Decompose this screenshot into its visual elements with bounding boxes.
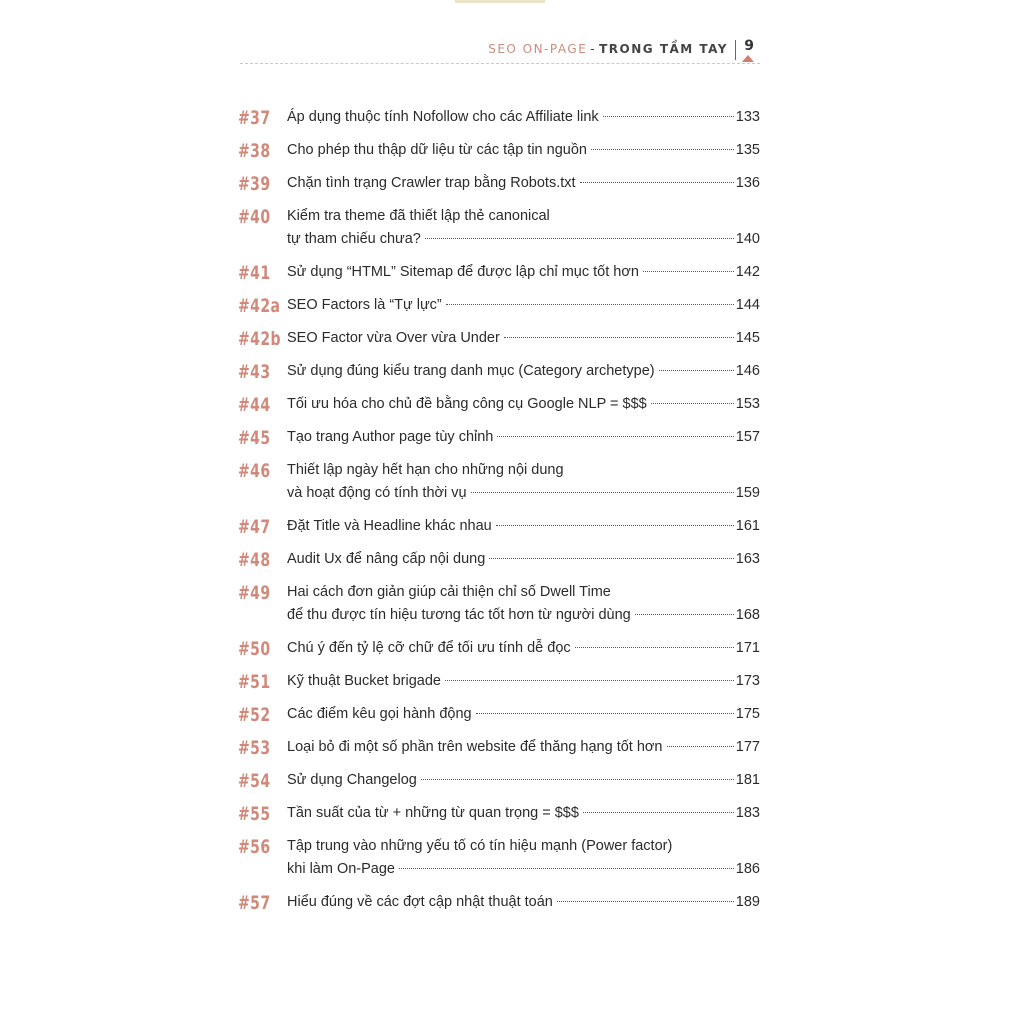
toc-entry-body (287, 736, 760, 759)
toc-entry-page: 135 (735, 142, 760, 158)
toc-entry-title: và hoạt động có tính thời vụ (287, 485, 467, 501)
toc-entry (238, 835, 760, 881)
toc-entry-page: 189 (735, 894, 760, 910)
toc-entry-page: 142 (735, 264, 760, 280)
toc-entry-number: #52 (238, 704, 271, 726)
toc-entry-number: #50 (238, 638, 271, 660)
toc-entry-body (287, 515, 760, 538)
page-number: 9 (744, 38, 754, 54)
toc-entry-title: Đặt Title và Headline khác nhau (287, 518, 492, 534)
toc-entry-page: 133 (735, 109, 760, 125)
toc-entry-body (287, 703, 760, 726)
toc-entry-title-line: Thiết lập ngày hết hạn cho những nội dung (287, 462, 564, 478)
toc-entry-body (287, 670, 760, 693)
dot-leader (471, 492, 734, 493)
toc-entry-page: 145 (735, 330, 760, 346)
toc-entry-body (287, 426, 760, 449)
running-head (488, 42, 728, 56)
toc-entry-page: 168 (735, 607, 760, 623)
toc-entry-number: #51 (238, 671, 271, 693)
toc-entry-number: #43 (238, 361, 271, 383)
toc-entry-leader-line (287, 261, 760, 284)
dot-leader (446, 304, 734, 305)
toc-entry-page: 140 (735, 231, 760, 247)
toc-entry-leader-line (287, 172, 760, 195)
toc-entry-leader-line (287, 515, 760, 538)
toc-entry (238, 106, 760, 129)
toc-entry-title: để thu được tín hiệu tương tác tốt hơn từ người dùng (287, 607, 631, 623)
toc-entry-number: #41 (238, 262, 271, 284)
running-head-subtitle: TRONG TẦM TAY (599, 42, 728, 56)
toc-entry-number: #42a (238, 295, 281, 317)
toc-entry-title: Kỹ thuật Bucket brigade (287, 673, 441, 689)
toc-entry-body (287, 205, 760, 251)
toc-entry-number: #53 (238, 737, 271, 759)
toc-entry-title: Cho phép thu thập dữ liệu từ các tập tin nguồn (287, 142, 587, 158)
toc-entry-title: Tần suất của từ + những từ quan trọng = $$$ (287, 805, 579, 821)
toc-entry-body (287, 172, 760, 195)
toc-entry (238, 393, 760, 416)
toc-entry-number: #39 (238, 173, 271, 195)
dot-leader (603, 116, 734, 117)
header-divider (735, 40, 736, 60)
toc-entry-title: SEO Factor vừa Over vừa Under (287, 330, 500, 346)
toc-entry-number: #57 (238, 892, 271, 914)
header-rule (240, 63, 760, 64)
toc-entry-page: 183 (735, 805, 760, 821)
dot-leader (399, 868, 734, 869)
toc-entry-leader-line (287, 670, 760, 693)
top-edge-tab (455, 0, 545, 3)
toc-entry-title-line: Hai cách đơn giản giúp cải thiện chỉ số Dwell Time (287, 584, 611, 600)
toc-entry-title: Chặn tình trạng Crawler trap bằng Robots.txt (287, 175, 576, 191)
toc-entry-number: #46 (238, 460, 271, 482)
toc-entry-leader-line (287, 637, 760, 660)
toc-entry-number: #48 (238, 549, 271, 571)
toc-entry-leader-line (287, 426, 760, 449)
page-header (240, 38, 760, 68)
toc-entry-title: Chú ý đến tỷ lệ cỡ chữ để tối ưu tính dễ đọc (287, 640, 571, 656)
toc-entry-page: 153 (735, 396, 760, 412)
toc-entry (238, 802, 760, 825)
toc-entry-title-line: Tập trung vào những yếu tố có tín hiệu mạnh (Power factor) (287, 838, 673, 854)
toc-entry-body (287, 637, 760, 660)
dot-leader (643, 271, 734, 272)
toc-entry (238, 637, 760, 660)
dot-leader (591, 149, 734, 150)
toc-entry (238, 736, 760, 759)
toc-entry-body (287, 139, 760, 162)
toc-entry-body (287, 294, 760, 317)
toc-entry-leader-line (287, 482, 760, 505)
dot-leader (497, 436, 733, 437)
toc-entry-page: 177 (735, 739, 760, 755)
toc-entry-page: 186 (735, 861, 760, 877)
toc-entry-title: Các điểm kêu gọi hành động (287, 706, 472, 722)
toc-entry (238, 426, 760, 449)
toc-entry (238, 261, 760, 284)
running-head-separator: - (590, 42, 597, 56)
toc-entry-body (287, 327, 760, 350)
toc-entry-body (287, 459, 760, 505)
toc-entry-leader-line (287, 228, 760, 251)
dot-leader (667, 746, 734, 747)
toc-entry (238, 548, 760, 571)
toc-entry-title: Tối ưu hóa cho chủ đề bằng công cụ Google NLP = $$$ (287, 396, 647, 412)
toc-entry-body (287, 802, 760, 825)
toc-entry-number: #55 (238, 803, 271, 825)
toc-entry-page: 171 (735, 640, 760, 656)
dot-leader (557, 901, 734, 902)
toc-entry-number: #42b (238, 328, 281, 350)
toc-entry-page: 146 (735, 363, 760, 379)
toc-entry-leader-line (287, 769, 760, 792)
toc-entry (238, 670, 760, 693)
toc-entry (238, 769, 760, 792)
toc-entry-body (287, 835, 760, 881)
toc-entry-number: #38 (238, 140, 271, 162)
toc-entry-leader-line (287, 139, 760, 162)
toc-entry-page: 175 (735, 706, 760, 722)
running-head-seo: SEO ON-PAGE (488, 42, 588, 56)
toc-entry (238, 360, 760, 383)
toc-entry-leader-line (287, 360, 760, 383)
toc-entry-title: Audit Ux để nâng cấp nội dung (287, 551, 486, 567)
dot-leader (575, 647, 734, 648)
toc-entry-page: 157 (735, 429, 760, 445)
table-of-contents (238, 106, 760, 924)
toc-entry-number: #54 (238, 770, 271, 792)
toc-entry (238, 703, 760, 726)
toc-entry-number: #44 (238, 394, 271, 416)
toc-entry-number: #45 (238, 427, 271, 449)
toc-entry-leader-line (287, 858, 760, 881)
toc-entry-page: 144 (735, 297, 760, 313)
toc-entry-title: Tạo trang Author page tùy chỉnh (287, 429, 494, 445)
toc-entry-page: 173 (735, 673, 760, 689)
toc-entry-page: 161 (735, 518, 760, 534)
toc-entry-body (287, 261, 760, 284)
toc-entry-leader-line (287, 294, 760, 317)
dot-leader (659, 370, 734, 371)
toc-entry (238, 294, 760, 317)
dot-leader (476, 713, 734, 714)
toc-entry-body (287, 548, 760, 571)
toc-entry-page: 181 (735, 772, 760, 788)
toc-entry-body (287, 769, 760, 792)
dot-leader (651, 403, 734, 404)
toc-entry-title: Sử dụng “HTML” Sitemap để được lập chỉ mục tốt hơn (287, 264, 639, 280)
dot-leader (489, 558, 733, 559)
toc-entry (238, 891, 760, 914)
toc-entry-number: #47 (238, 516, 271, 538)
toc-entry-title: khi làm On-Page (287, 861, 395, 877)
toc-entry-number: #40 (238, 206, 271, 228)
toc-entry-title: Áp dụng thuộc tính Nofollow cho các Affiliate link (287, 109, 599, 125)
toc-entry-leader-line (287, 703, 760, 726)
dot-leader (635, 614, 734, 615)
toc-entry-title: SEO Factors là “Tự lực” (287, 297, 442, 313)
toc-entry-number: #49 (238, 582, 271, 604)
toc-entry-title: Sử dụng Changelog (287, 772, 417, 788)
toc-entry (238, 581, 760, 627)
dot-leader (496, 525, 734, 526)
dot-leader (580, 182, 734, 183)
toc-entry-title: tự tham chiếu chưa? (287, 231, 421, 247)
toc-entry (238, 172, 760, 195)
toc-entry-leader-line (287, 106, 760, 129)
dot-leader (504, 337, 734, 338)
toc-entry-leader-line (287, 548, 760, 571)
toc-entry-page: 159 (735, 485, 760, 501)
toc-entry-body (287, 106, 760, 129)
toc-entry-title: Hiểu đúng về các đợt cập nhật thuật toán (287, 894, 553, 910)
dot-leader (425, 238, 734, 239)
toc-entry-title-line: Kiểm tra theme đã thiết lập thẻ canonical (287, 208, 550, 224)
toc-entry-title: Loại bỏ đi một số phần trên website để thăng hạng tốt hơn (287, 739, 663, 755)
toc-entry (238, 139, 760, 162)
dot-leader (445, 680, 734, 681)
toc-entry (238, 205, 760, 251)
toc-entry-body (287, 581, 760, 627)
toc-entry-number: #56 (238, 836, 271, 858)
toc-entry-leader-line (287, 802, 760, 825)
toc-entry-body (287, 891, 760, 914)
toc-entry-title: Sử dụng đúng kiểu trang danh mục (Category archetype) (287, 363, 655, 379)
toc-entry-leader-line (287, 891, 760, 914)
toc-entry-leader-line (287, 393, 760, 416)
toc-entry-leader-line (287, 604, 760, 627)
toc-entry-leader-line (287, 736, 760, 759)
toc-entry-page: 136 (735, 175, 760, 191)
toc-entry-page: 163 (735, 551, 760, 567)
toc-entry (238, 459, 760, 505)
page-marker-triangle-icon (742, 55, 754, 62)
dot-leader (583, 812, 734, 813)
toc-entry-body (287, 393, 760, 416)
toc-entry-leader-line (287, 327, 760, 350)
toc-entry-number: #37 (238, 107, 271, 129)
toc-entry-body (287, 360, 760, 383)
toc-entry (238, 327, 760, 350)
dot-leader (421, 779, 734, 780)
toc-entry (238, 515, 760, 538)
